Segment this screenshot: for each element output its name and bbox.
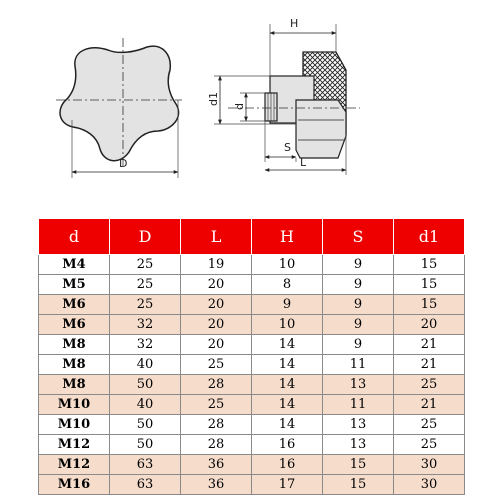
cell-H: 9 — [252, 295, 323, 315]
specification-table — [38, 218, 465, 495]
header-D: D — [110, 219, 181, 255]
table-row — [39, 275, 465, 295]
cell-L: 36 — [181, 455, 252, 475]
cell-S: 9 — [323, 255, 394, 275]
cell-d1: 25 — [394, 375, 465, 395]
header-H: H — [252, 219, 323, 255]
front-view — [56, 38, 182, 178]
cell-S: 9 — [323, 295, 394, 315]
technical-drawing — [0, 0, 500, 200]
cell-d: M8 — [39, 375, 110, 395]
cell-S: 15 — [323, 475, 394, 495]
table-row — [39, 395, 465, 415]
cell-D: 63 — [110, 455, 181, 475]
cell-D: 50 — [110, 435, 181, 455]
table-row — [39, 415, 465, 435]
cell-H: 16 — [252, 455, 323, 475]
cell-L: 20 — [181, 335, 252, 355]
table-row — [39, 375, 465, 395]
table-row — [39, 255, 465, 275]
cell-L: 20 — [181, 315, 252, 335]
table-row — [39, 335, 465, 355]
cell-d: M16 — [39, 475, 110, 495]
star-knob-outline — [60, 46, 179, 160]
cell-S: 9 — [323, 275, 394, 295]
cell-H: 14 — [252, 355, 323, 375]
table-row — [39, 355, 465, 375]
cell-D: 25 — [110, 255, 181, 275]
side-view — [207, 17, 360, 175]
cell-H: 10 — [252, 255, 323, 275]
cell-d: M12 — [39, 455, 110, 475]
cell-S: 15 — [323, 455, 394, 475]
table-row — [39, 435, 465, 455]
cell-L: 20 — [181, 295, 252, 315]
table-row — [39, 455, 465, 475]
cell-d1: 25 — [394, 435, 465, 455]
cell-D: 50 — [110, 375, 181, 395]
cell-L: 28 — [181, 375, 252, 395]
table-header-row — [39, 219, 465, 255]
cell-d: M10 — [39, 415, 110, 435]
cell-H: 8 — [252, 275, 323, 295]
table-row — [39, 475, 465, 495]
cell-H: 14 — [252, 375, 323, 395]
table-row — [39, 315, 465, 335]
knob-body — [296, 100, 346, 158]
cell-d1: 21 — [394, 355, 465, 375]
dimension-d-label: d — [233, 103, 246, 110]
cell-H: 14 — [252, 395, 323, 415]
cell-S: 13 — [323, 435, 394, 455]
table-row — [39, 295, 465, 315]
cell-D: 32 — [110, 335, 181, 355]
cell-H: 10 — [252, 315, 323, 335]
cell-d1: 20 — [394, 315, 465, 335]
dimension-L-label: L — [300, 156, 307, 169]
cell-S: 9 — [323, 335, 394, 355]
cell-D: 32 — [110, 315, 181, 335]
cell-D: 40 — [110, 355, 181, 375]
cell-D: 63 — [110, 475, 181, 495]
cell-H: 14 — [252, 415, 323, 435]
cell-d1: 25 — [394, 415, 465, 435]
dimension-S-label: S — [284, 141, 291, 154]
dimension-d1-label: d1 — [207, 92, 220, 106]
cell-H: 14 — [252, 335, 323, 355]
cell-d1: 15 — [394, 275, 465, 295]
header-S: S — [323, 219, 394, 255]
cell-S: 13 — [323, 415, 394, 435]
cell-d: M10 — [39, 395, 110, 415]
cell-d1: 15 — [394, 255, 465, 275]
cell-D: 40 — [110, 395, 181, 415]
cell-S: 11 — [323, 395, 394, 415]
header-L: L — [181, 219, 252, 255]
cell-L: 36 — [181, 475, 252, 495]
header-d: d — [39, 219, 110, 255]
cell-d1: 30 — [394, 475, 465, 495]
cell-L: 28 — [181, 415, 252, 435]
dimension-D-label: D — [119, 157, 128, 170]
cell-d: M12 — [39, 435, 110, 455]
cell-D: 25 — [110, 295, 181, 315]
cell-D: 25 — [110, 275, 181, 295]
cell-d1: 21 — [394, 395, 465, 415]
dimension-H-label: H — [290, 17, 299, 30]
header-d1: d1 — [394, 219, 465, 255]
cell-S: 11 — [323, 355, 394, 375]
cell-S: 9 — [323, 315, 394, 335]
cell-d: M8 — [39, 335, 110, 355]
cell-L: 19 — [181, 255, 252, 275]
cell-S: 13 — [323, 375, 394, 395]
cell-H: 16 — [252, 435, 323, 455]
cell-d: M6 — [39, 295, 110, 315]
cell-d: M5 — [39, 275, 110, 295]
table-body — [39, 255, 465, 495]
cell-D: 50 — [110, 415, 181, 435]
cell-d: M8 — [39, 355, 110, 375]
cell-L: 25 — [181, 395, 252, 415]
cell-d1: 21 — [394, 335, 465, 355]
cell-L: 28 — [181, 435, 252, 455]
cell-d1: 30 — [394, 455, 465, 475]
cell-d1: 15 — [394, 295, 465, 315]
cell-d: M4 — [39, 255, 110, 275]
cell-L: 25 — [181, 355, 252, 375]
cell-H: 17 — [252, 475, 323, 495]
cell-L: 20 — [181, 275, 252, 295]
cell-d: M6 — [39, 315, 110, 335]
